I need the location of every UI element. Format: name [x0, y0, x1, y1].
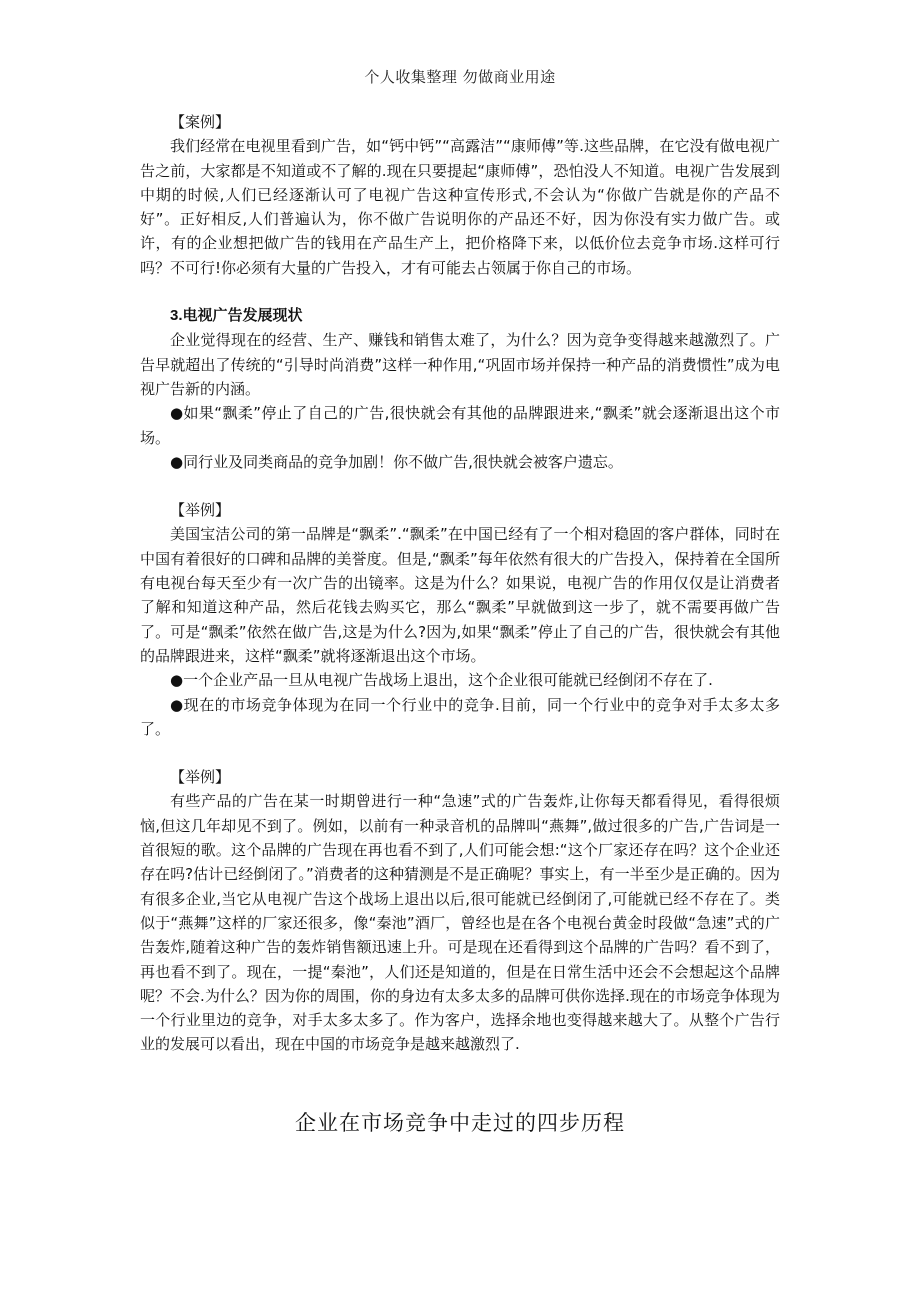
bullet-item: ●一个企业产品一旦从电视广告战场上退出，这个企业很可能就已经倒闭不存在了. [170, 671, 713, 690]
example-label: 【举例】 [170, 501, 231, 520]
bullet-item: ●现在的市场竞争体现为在同一个行业中的竞争.目前，同一个行业中的竞争对手太多太多了。 [140, 695, 780, 738]
spacer [140, 741, 780, 765]
example-paragraph: 有些产品的广告在某一时期曾进行一种“急速”式的广告轰炸,让你每天都看得见，看得很烦恼,但这几年却见不到了。例如，以前有一种录音机的品牌叫“燕舞”,做过很多的广告,广告词是一首很短的歌。这个品牌的广告现在再也看不到了,人们可能会想:“这个厂家还存在吗？这个企业还存在吗?估计已经倒闭了。”消费者的这种猜测是不是正确呢？事实上，有一半至少是正确的。因为有很多企业,当它从电视广告这个战场上退出以后,很可能就已经倒闭了,可能就已经不存在了。类似于“燕舞”这样的厂家还很多，像“秦池”酒厂，曾经也是在各个电视台黄金时段做“急速”式的广告轰炸,随着这种广告的轰炸销售额迅速上升。可是现在还看得到这个品牌的广告吗？看不到了，再也看不到了。现在，一提“秦池”，人们还是知道的，但是在日常生活中还会不会想起这个品牌呢？不会.为什么？因为你的周围，你的身边有太多太多的品牌可供你选择.现在的市场竞争体现为一个行业里边的竞争，对手太多太多了。作为客户，选择余地也变得越来越大了。从整个广告行业的发展可以看出，现在中国的市场竞争是越来越激烈了. [140, 792, 780, 1054]
bullet-item: ●同行业及同类商品的竞争加剧！你不做广告,很快就会被客户遗忘。 [170, 452, 623, 471]
bullet-item: ●如果“飘柔”停止了自己的广告,很快就会有其他的品牌跟进来,“飘柔”就会逐渐退出这个市场。 [140, 404, 780, 447]
document-body [140, 110, 780, 1057]
spacer [140, 280, 780, 304]
chapter-title: 企业在市场竞争中走过的四步历程 [295, 1111, 625, 1135]
section-heading: 3.电视广告发展现状 [170, 307, 303, 325]
case-label: 【案例】 [170, 113, 231, 131]
spacer [140, 474, 780, 498]
page-header: 个人收集整理 勿做商业用途 [364, 68, 556, 86]
section-paragraph: 企业觉得现在的经营、生产、赚钱和销售太难了，为什么？因为竞争变得越来越激烈了。广告早就超出了传统的“引导时尚消费”这样一种作用,“巩固市场并保持一种产品的消费惯性”成为电视广告新的内涵。 [140, 331, 780, 398]
example-paragraph: 美国宝洁公司的第一品牌是“飘柔”.“飘柔”在中国已经有了一个相对稳固的客户群体，同时在中国有着很好的口碑和品牌的美誉度。但是,“飘柔”每年依然有很大的广告投入，保持着在全国所有电视台每天至少有一次广告的出镜率。这是为什么？如果说，电视广告的作用仅仅是让消费者了解和知道这种产品，然后花钱去购买它，那么“飘柔”早就做到这一步了，就不需要再做广告了。可是“飘柔”依然在做广告,这是为什么?因为,如果“飘柔”停止了自己的广告，很快就会有其他的品牌跟进来，这样“飘柔”就将逐渐退出这个市场。 [140, 525, 780, 665]
case-paragraph: 我们经常在电视里看到广告，如“钙中钙”“高露洁”“康师傅”等.这些品牌，在它没有做电视广告之前，大家都是不知道或不了解的.现在只要提起“康师傅”，恐怕没人不知道。电视广告发展到中期的时候,人们已经逐渐认可了电视广告这种宣传形式,不会认为“你做广告就是你的产品不好”。正好相反,人们普遍认为，你不做广告说明你的产品还不好，因为你没有实力做广告。或许，有的企业想把做广告的钱用在产品生产上，把价格降下来，以低价位去竞争市场.这样可行吗？不可行!你必须有大量的广告投入，才有可能去占领属于你自己的市场。 [140, 137, 780, 277]
example-label: 【举例】 [170, 768, 231, 787]
